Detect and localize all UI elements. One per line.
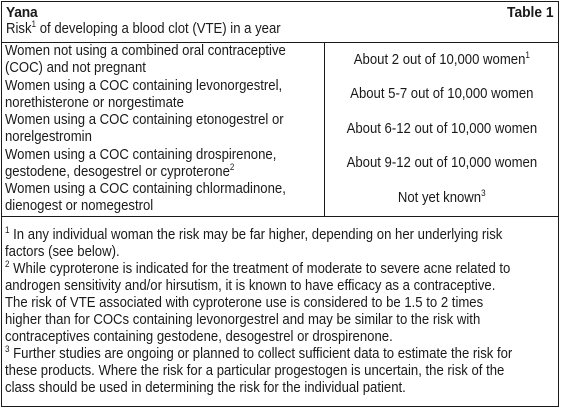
footnote-ref-2: 2	[229, 161, 235, 172]
population-line: norethisterone or norgestimate	[5, 94, 184, 111]
footnote-3	[5, 346, 554, 397]
footnote-marker: 3	[5, 344, 10, 355]
footnote-ref-3: 3	[480, 187, 486, 198]
risk-value	[346, 155, 537, 172]
risk-value	[350, 86, 533, 103]
population-line: norelgestromin	[5, 129, 92, 146]
footnote-marker: 1	[5, 225, 10, 236]
table-row	[2, 78, 558, 113]
population-cell	[2, 112, 325, 147]
table-row	[2, 43, 558, 78]
table-subtitle	[6, 21, 281, 37]
risk-table	[2, 42, 558, 217]
footnote-1	[5, 227, 554, 261]
population-cell	[2, 181, 325, 216]
footnote-line: these products. Where the risk for a particular progestogen is uncertain, the risk of the	[5, 363, 505, 379]
footnote-line	[5, 261, 554, 278]
risk-cell	[325, 78, 559, 113]
table-row	[2, 147, 558, 182]
table-label: Table 1	[507, 4, 554, 21]
population-line: Women using a COC containing chlormadinone,	[5, 181, 286, 198]
population-line-text: gestodene, desogestrel or cyproterone	[5, 163, 230, 180]
footnotes	[5, 227, 554, 397]
footnote-line: androgen sensitivity and/or hirsutism, it is known to have efficacy as a contraceptive.	[5, 278, 496, 294]
risk-cell	[325, 181, 559, 216]
risk-value	[346, 121, 537, 138]
footnote-ref-1: 1	[31, 19, 37, 30]
population-line: dienogest or nomegestrol	[5, 198, 154, 215]
footnote-line: The risk of VTE associated with cyproterone use is considered to be 1.5 to 2 times	[5, 295, 484, 311]
risk-cell	[325, 43, 559, 78]
population-line: Women using a COC containing etonogestrel or	[5, 112, 284, 129]
footnote-text: While cyproterone is indicated for the treatment of moderate to severe acne related to	[9, 261, 511, 277]
population-cell	[2, 78, 325, 113]
footnote-line: class should be used in determining the risk for the individual patient.	[5, 380, 406, 396]
risk-cell	[325, 147, 559, 182]
risk-value	[353, 49, 530, 69]
footnote-line	[5, 227, 554, 244]
population-line: (COC) and not pregnant	[5, 60, 146, 77]
footnote-ref: 1	[525, 49, 530, 60]
population-line: Women using a COC containing levonorgestrel,	[5, 77, 283, 94]
population-cell	[2, 147, 325, 182]
risk-text: About 9-12 out of 10,000 women	[346, 155, 537, 172]
population-cell	[2, 43, 325, 78]
population-line: Women not using a combined oral contraceptive	[5, 43, 286, 60]
footnote-line	[5, 346, 554, 363]
risk-cell	[325, 112, 559, 147]
footnote-line: factors (see below).	[5, 244, 120, 260]
footnote-marker: 2	[5, 259, 10, 270]
footnote-text: In any individual woman the risk may be far higher, depending on her underlying risk	[9, 227, 503, 243]
subtitle-text-start: Risk	[6, 21, 32, 37]
risk-text: Not yet known	[397, 189, 481, 206]
table-row	[2, 112, 558, 147]
risk-text: About 5-7 out of 10,000 women	[349, 86, 534, 103]
document-header	[2, 2, 558, 42]
table-row	[2, 181, 558, 216]
document-title: Yana	[6, 4, 38, 21]
subtitle-text-end: of developing a blood clot (VTE) in a year	[36, 21, 281, 37]
footnote-2	[5, 261, 554, 346]
risk-text: About 6-12 out of 10,000 women	[346, 120, 537, 137]
document-frame	[1, 1, 559, 407]
population-line: Women using a COC containing drospirenone,	[5, 146, 277, 163]
risk-text: About 2 out of 10,000 women	[353, 51, 526, 68]
footnote-text: Further studies are ongoing or planned to collect sufficient data to estimate the risk for	[9, 346, 513, 362]
footnote-line: higher than for COCs containing levonorgestrel and may be similar to the risk with	[5, 312, 481, 328]
population-line	[5, 161, 235, 181]
footnote-line: contraceptives containing gestodene, desogestrel or drospirenone.	[5, 329, 393, 345]
risk-value	[397, 187, 486, 207]
